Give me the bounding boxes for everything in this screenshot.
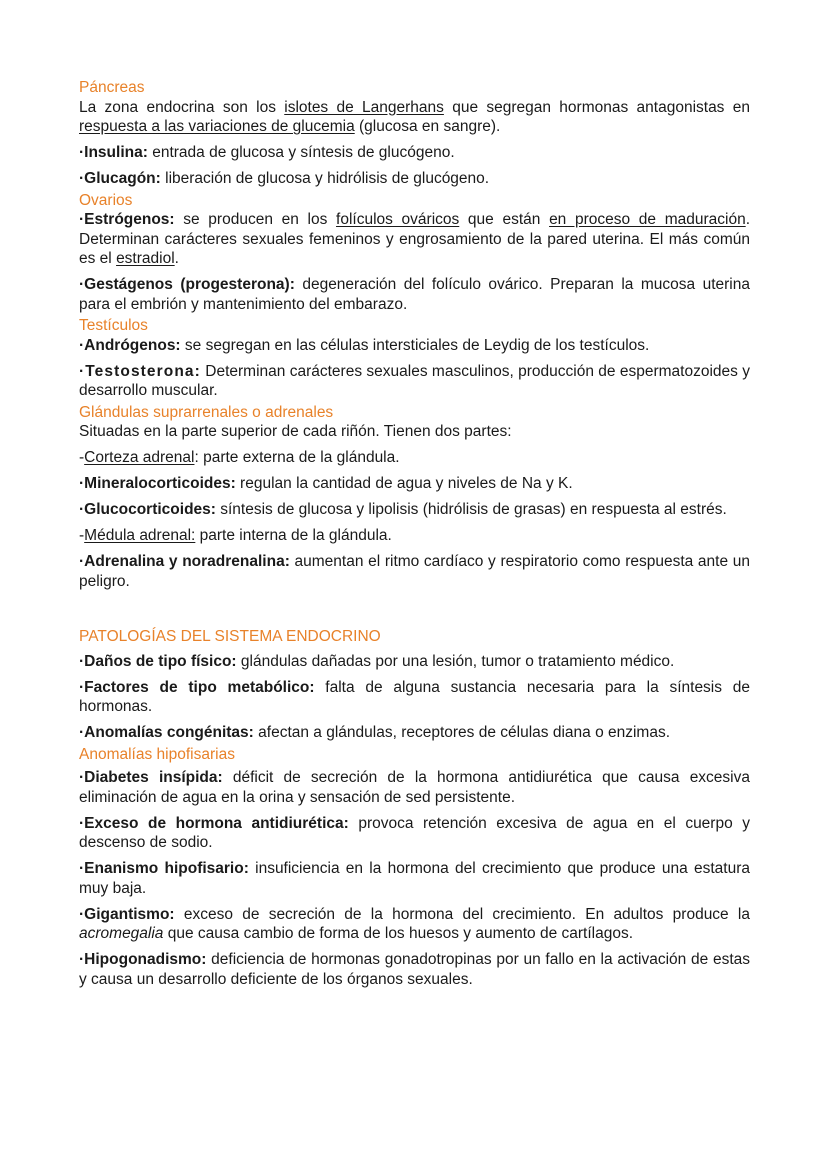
list-item-insulina <box>79 143 750 163</box>
text-run: que segregan hormonas antagonistas en <box>443 98 750 116</box>
item-text: insuficiencia en la hormona del crecimiento que produce una estatura muy baja. <box>79 860 750 897</box>
item-text: entrada de glucosa y síntesis de glucógeno. <box>147 144 455 161</box>
list-item-glucocorticoides <box>79 500 750 520</box>
section-heading-suprarrenales: Glándulas suprarrenales o adrenales <box>79 403 334 421</box>
section-heading-pancreas: Páncreas <box>79 79 145 96</box>
item-text: provoca retención excesiva de agua en el cuerpo y descenso de sodio. <box>79 814 750 851</box>
text-run: que están <box>459 211 550 228</box>
list-item-gestagenos <box>79 275 750 314</box>
list-item-testosterona <box>79 362 750 401</box>
list-item-factores <box>79 678 750 717</box>
dash: - <box>79 449 85 466</box>
underlined-term: folículos ováricos <box>336 211 460 228</box>
item-text: glándulas dañadas por una lesión, tumor o tratamiento médico. <box>236 652 675 670</box>
list-item-glucagon <box>79 169 750 189</box>
list-item-anomalias <box>79 723 750 743</box>
item-term: ·Insulina: <box>79 144 148 161</box>
item-text: liberación de glucosa y hidrólisis de glucógeno. <box>160 170 490 187</box>
dash: - <box>79 527 85 544</box>
item-term: ·Anomalías congénitas: <box>79 724 254 741</box>
item-term: ·Gigantismo: <box>79 905 175 923</box>
item-text: deficiencia de hormonas gonadotropinas por un fallo en la activación de estas y causa un desarrollo deficiente de los órganos sexuales. <box>79 951 750 988</box>
text-run: exceso de secreción de la hormona del crecimiento. En adultos produce la <box>174 905 750 923</box>
item-text: Determinan carácteres sexuales masculinos, producción de espermatozoides y desarrollo muscular. <box>79 362 750 399</box>
list-item-androgenos <box>79 336 750 356</box>
item-term: ·Glucocorticoides: <box>79 501 216 518</box>
section-heading-patologias: PATOLOGÍAS DEL SISTEMA ENDOCRINO <box>79 628 381 645</box>
item-text: aumentan el ritmo cardíaco y respiratorio como respuesta ante un peligro. <box>79 553 750 590</box>
list-item-enanismo <box>79 859 750 898</box>
medula-adrenal <box>79 526 750 546</box>
text-run: que causa cambio de forma de los huesos y aumento de cartílagos. <box>163 925 634 942</box>
text-run: La zona endocrina son los <box>79 98 285 116</box>
item-term: ·Exceso de hormona antidiurética: <box>79 814 349 832</box>
list-item-hipogonadismo <box>79 950 750 989</box>
section-heading-hipofisarias: Anomalías hipofisarias <box>79 745 235 763</box>
text-run: . <box>174 250 179 267</box>
text-run: (glucosa en sangre). <box>354 118 501 135</box>
list-item-exceso <box>79 814 750 853</box>
underlined-term: Médula adrenal: <box>84 527 196 544</box>
item-term: ·Factores de tipo metabólico: <box>79 678 315 696</box>
underlined-term: en proceso de maduración <box>549 211 746 228</box>
item-term: ·Mineralocorticoides: <box>79 475 236 492</box>
corteza-adrenal <box>79 448 750 468</box>
item-term: ·Adrenalina y noradrenalina: <box>79 553 290 570</box>
item-term: ·Gestágenos (progesterona): <box>79 276 295 293</box>
item-term: ·Enanismo hipofisario: <box>79 860 249 877</box>
item-term: ·Glucagón: <box>79 170 161 187</box>
underlined-term: islotes de Langerhans <box>284 98 444 116</box>
underlined-term: estradiol <box>116 250 175 267</box>
item-term: ·Andrógenos: <box>79 336 181 354</box>
item-text: : parte externa de la glándula. <box>194 449 400 466</box>
list-item-estrogenos <box>79 210 750 269</box>
italic-term: acromegalia <box>79 925 164 942</box>
item-term: ·Daños de tipo físico: <box>79 652 237 670</box>
item-text: déficit de secreción de la hormona antidiurética que causa excesiva eliminación de agua en la orina y sensación de sed persistente. <box>79 769 750 806</box>
list-item-adrenalina <box>79 552 750 591</box>
underlined-term: respuesta a las variaciones de glucemia <box>79 118 355 135</box>
text-run: . Determinan carácteres sexuales femeninos y engrosamiento de la pared uterina. El más común es el <box>79 211 750 267</box>
item-term: ·Diabetes insípida: <box>79 769 223 786</box>
item-term: ·Estrógenos: <box>79 211 175 228</box>
suprarrenales-intro: Situadas en la parte superior de cada riñón. Tienen dos partes: <box>79 423 512 440</box>
list-item-diabetes <box>79 768 750 807</box>
item-text: síntesis de glucosa y lipolisis (hidrólisis de grasas) en respuesta al estrés. <box>215 501 727 518</box>
section-heading-ovarios: Ovarios <box>79 191 133 209</box>
list-item-danos <box>79 652 750 672</box>
item-text: se segregan en las células intersticiales de Leydig de los testículos. <box>180 336 650 354</box>
item-text: falta de alguna sustancia necesaria para la síntesis de hormonas. <box>79 678 751 715</box>
section-heading-testiculos: Testículos <box>79 317 148 334</box>
item-text: degeneración del folículo ovárico. Preparan la mucosa uterina para el embrión y mantenimiento del embarazo. <box>79 276 750 313</box>
item-text: regulan la cantidad de agua y niveles de Na y K. <box>235 475 573 492</box>
item-term: ·Hipogonadismo: <box>79 951 207 968</box>
list-item-mineralocorticoides <box>79 474 750 494</box>
item-text: afectan a glándulas, receptores de células diana o enzimas. <box>253 724 671 741</box>
list-item-gigantismo <box>79 905 750 944</box>
item-text: parte interna de la glándula. <box>195 527 392 544</box>
pancreas-intro <box>79 98 750 137</box>
text-run: se producen en los <box>174 211 337 228</box>
spacer <box>79 591 750 611</box>
underlined-term: Corteza adrenal <box>84 449 195 466</box>
item-term: ·Testosterona: <box>79 362 201 380</box>
